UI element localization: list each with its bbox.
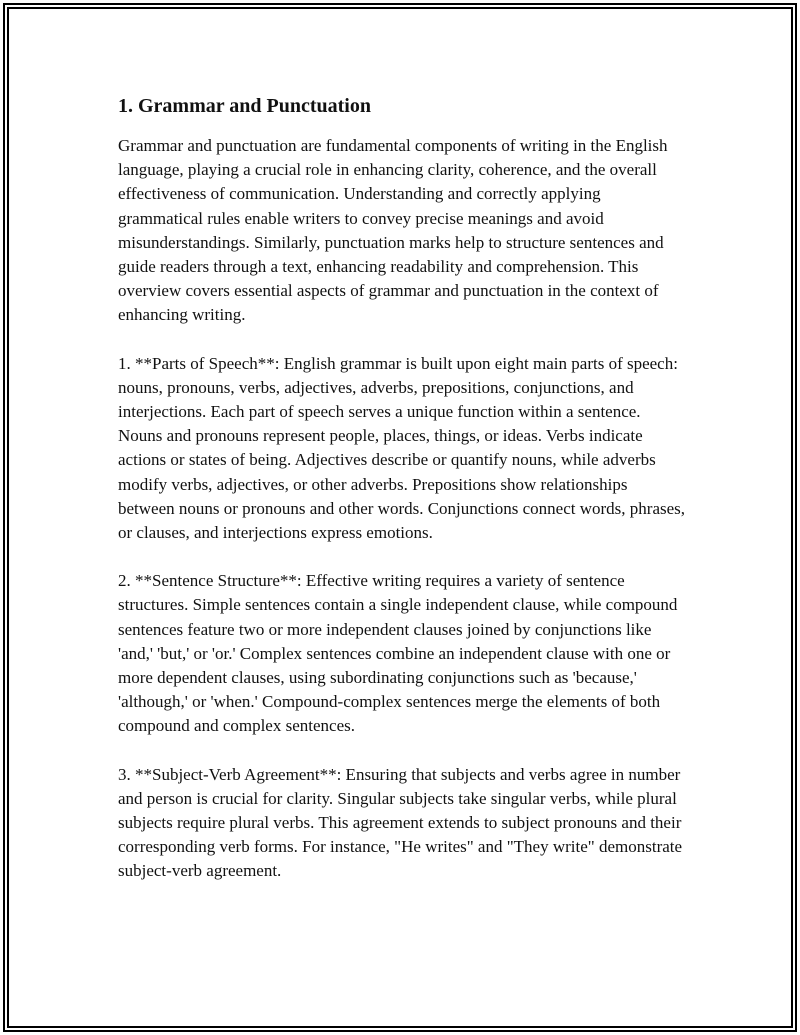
- section-heading: 1. Grammar and Punctuation: [118, 95, 371, 117]
- parts-of-speech-paragraph: 1. **Parts of Speech**: English grammar is built upon eight main parts of speech: nouns, pronouns, verbs, adjectives, adverbs, prepositions, conjunctions, and interjections. Each part of speech serves a unique function within a sentence. Nouns and pronouns represent people, places, things, or ideas. Verbs indicate actions or states of being. Adjectives describe or quantify nouns, while adverbs modify verbs, adjectives, or other adverbs. Prepositions show relationships between nouns or pronouns and other words. Conjunctions connect words, phrases, or clauses, and interjections express emotions.: [118, 353, 686, 543]
- document-body: [118, 93, 688, 908]
- sentence-structure-paragraph: 2. **Sentence Structure**: Effective writing requires a variety of sentence structures. Simple sentences contain a single independent clause, while compound sentences feature two or more independent clauses joined by conjunctions like 'and,' 'but,' or 'or.' Complex sentences combine an independent clause with one or more dependent clauses, using subordinating conjunctions such as 'because,' 'although,' or 'when.' Compound-complex sentences merge the elements of both compound and complex sentences.: [118, 571, 678, 736]
- subject-verb-agreement-paragraph: 3. **Subject-Verb Agreement**: Ensuring that subjects and verbs agree in number and person is crucial for clarity. Singular subjects take singular verbs, while plural subjects require plural verbs. This agreement extends to subject pronouns and their corresponding verb forms. For instance, "He writes" and "They write" demonstrate subject-verb agreement.: [118, 764, 683, 881]
- intro-paragraph: Grammar and punctuation are fundamental components of writing in the English language, playing a crucial role in enhancing clarity, coherence, and the overall effectiveness of communication. Understanding and correctly applying grammatical rules enable writers to convey precise meanings and avoid misunderstandings. Similarly, punctuation marks help to structure sentences and guide readers through a text, enhancing readability and comprehension. This overview covers essential aspects of grammar and punctuation in the context of enhancing writing.: [118, 136, 668, 325]
